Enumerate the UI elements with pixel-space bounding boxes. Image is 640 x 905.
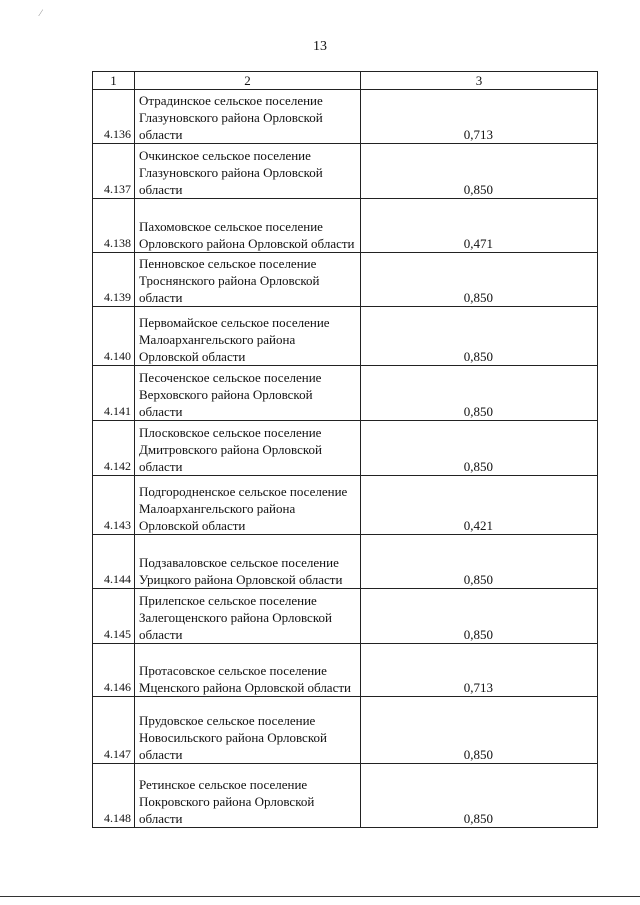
coefficient-value: 0,850	[361, 764, 598, 828]
table-row	[93, 199, 598, 253]
table-row	[93, 589, 598, 644]
settlement-name: Подзаваловское сельское поселение Урицкого района Орловской области	[135, 535, 361, 589]
row-number: 4.140	[93, 307, 135, 366]
table-row	[93, 764, 598, 828]
coefficient-value: 0,850	[361, 144, 598, 199]
settlement-name: Песоченское сельское поселение Верховского района Орловской области	[135, 366, 361, 421]
table-row	[93, 476, 598, 535]
table-row	[93, 644, 598, 697]
row-number: 4.137	[93, 144, 135, 199]
coefficient-value: 0,850	[361, 697, 598, 764]
table-row	[93, 535, 598, 589]
table-row	[93, 144, 598, 199]
row-number: 4.142	[93, 421, 135, 476]
row-number: 4.145	[93, 589, 135, 644]
settlement-name: Ретинское сельское поселение Покровского района Орловской области	[135, 764, 361, 828]
settlement-name: Подгородненское сельское поселение Малоархангельского района Орловской области	[135, 476, 361, 535]
header-row	[93, 72, 598, 90]
table-row	[93, 697, 598, 764]
table-row	[93, 253, 598, 307]
row-number: 4.143	[93, 476, 135, 535]
row-number: 4.147	[93, 697, 135, 764]
settlement-name: Пенновское сельское поселение Троснянского района Орловской области	[135, 253, 361, 307]
settlement-name: Пахомовское сельское поселение Орловского района Орловской области	[135, 199, 361, 253]
row-number: 4.141	[93, 366, 135, 421]
coefficient-value: 0,850	[361, 253, 598, 307]
coefficient-value: 0,421	[361, 476, 598, 535]
coefficient-value: 0,850	[361, 421, 598, 476]
table-row	[93, 90, 598, 144]
row-number: 4.148	[93, 764, 135, 828]
coefficient-value: 0,713	[361, 90, 598, 144]
table-row	[93, 366, 598, 421]
settlement-name: Плосковское сельское поселение Дмитровского района Орловской области	[135, 421, 361, 476]
settlement-name: Прилепское сельское поселение Залегощенского района Орловской области	[135, 589, 361, 644]
coefficient-value: 0,850	[361, 366, 598, 421]
settlement-name: Первомайское сельское поселение Малоархангельского района Орловской области	[135, 307, 361, 366]
settlement-name: Очкинское сельское поселение Глазуновского района Орловской области	[135, 144, 361, 199]
table-row	[93, 307, 598, 366]
row-number: 4.138	[93, 199, 135, 253]
coefficient-value: 0,850	[361, 589, 598, 644]
row-number: 4.136	[93, 90, 135, 144]
row-number: 4.146	[93, 644, 135, 697]
settlement-name: Отрадинское сельское поселение Глазуновского района Орловской области	[135, 90, 361, 144]
settlement-name: Протасовское сельское поселение Мценского района Орловской области	[135, 644, 361, 697]
header-col-3: 3	[361, 72, 598, 90]
scan-mark: ⁄	[40, 8, 42, 18]
coefficient-value: 0,471	[361, 199, 598, 253]
coefficient-value: 0,850	[361, 535, 598, 589]
row-number: 4.144	[93, 535, 135, 589]
data-table	[92, 71, 598, 828]
coefficient-value: 0,850	[361, 307, 598, 366]
page-number: 13	[313, 39, 327, 54]
settlement-name: Прудовское сельское поселение Новосильского района Орловской области	[135, 697, 361, 764]
header-col-2: 2	[135, 72, 361, 90]
header-col-1: 1	[93, 72, 135, 90]
coefficient-value: 0,713	[361, 644, 598, 697]
table-row	[93, 421, 598, 476]
row-number: 4.139	[93, 253, 135, 307]
page-bottom-rule	[0, 896, 640, 897]
